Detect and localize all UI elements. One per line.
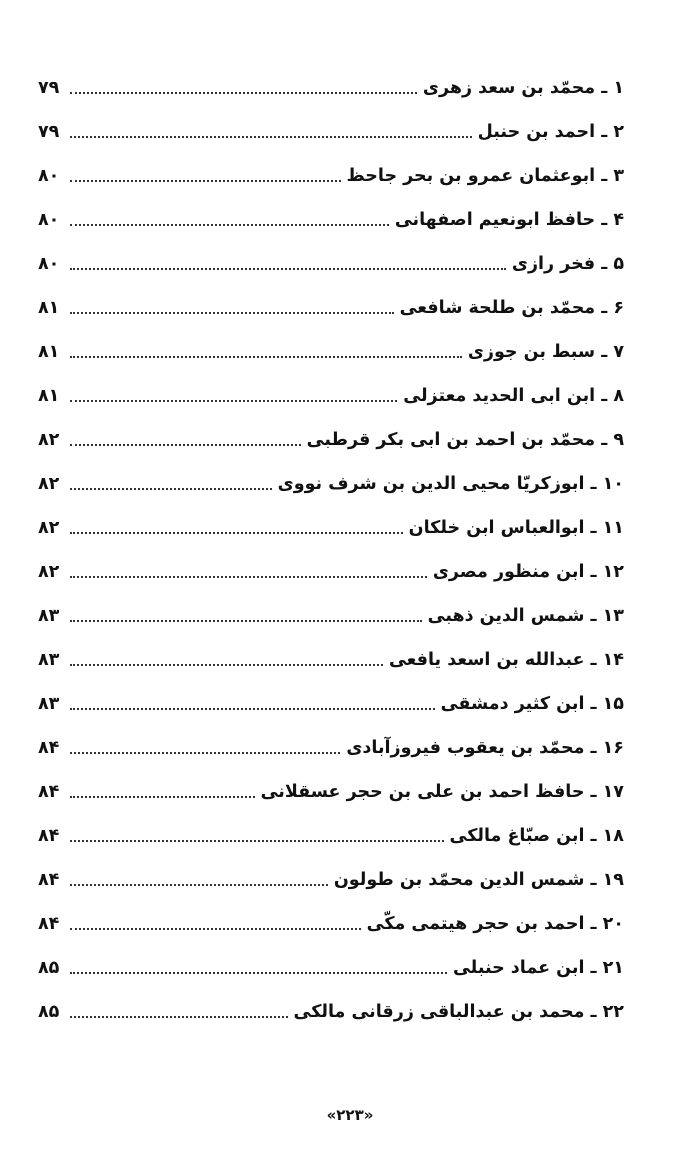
toc-entry-text: ۹ ـ محمّد بن احمد بن ابی بکر قرطبی (306, 430, 624, 450)
toc-page-number: ۸۳ (38, 650, 60, 670)
toc-entry-1 (38, 66, 624, 110)
toc-entry-text: ۲۲ ـ محمد بن عبدالباقی زرقانی مالکی (293, 1002, 624, 1022)
toc-page-number: ۸۳ (38, 606, 60, 626)
dot-leader (70, 575, 427, 578)
toc-entry-text: ۱۲ ـ ابن منظور مصری (432, 562, 624, 582)
dot-leader (70, 487, 272, 490)
toc-entry-4 (38, 198, 624, 242)
toc-page-number: ۷۹ (38, 78, 60, 98)
dot-leader (70, 971, 447, 974)
toc-entry-18 (38, 814, 624, 858)
toc-entry-13 (38, 594, 624, 638)
toc-page-number: ۸۱ (38, 298, 60, 318)
toc-page-number: ۸۵ (38, 1002, 60, 1022)
dot-leader (70, 927, 361, 930)
toc-page-number: ۸۵ (38, 958, 60, 978)
toc-page-number: ۸۴ (38, 738, 60, 758)
toc-entry-8 (38, 374, 624, 418)
table-of-contents (38, 66, 624, 1034)
toc-entry-text: ۱۶ ـ محمّد بن یعقوب فیروزآبادی (346, 738, 624, 758)
dot-leader (70, 707, 435, 710)
toc-entry-20 (38, 902, 624, 946)
dot-leader (70, 223, 389, 226)
dot-leader (70, 135, 472, 138)
toc-entry-text: ۱۹ ـ شمس الدین محمّد بن طولون (333, 870, 624, 890)
toc-entry-17 (38, 770, 624, 814)
dot-leader (70, 179, 341, 182)
toc-entry-text: ۲۱ ـ ابن عماد حنبلی (452, 958, 624, 978)
toc-entry-15 (38, 682, 624, 726)
dot-leader (70, 751, 340, 754)
toc-page-number: ۸۲ (38, 518, 60, 538)
dot-leader (70, 619, 422, 622)
dot-leader (70, 91, 417, 94)
toc-entry-6 (38, 286, 624, 330)
toc-entry-text: ۱۴ ـ عبدالله بن اسعد یافعی (388, 650, 624, 670)
dot-leader (70, 531, 403, 534)
toc-entry-16 (38, 726, 624, 770)
toc-entry-21 (38, 946, 624, 990)
toc-entry-text: ۱۰ ـ ابوزکریّا محیی الدین بن شرف نووی (277, 474, 624, 494)
toc-entry-text: ۱۳ ـ شمس الدین ذهبی (427, 606, 624, 626)
dot-leader (70, 399, 397, 402)
toc-entry-text: ۱۵ ـ ابن کثیر دمشقی (440, 694, 624, 714)
toc-page-number: ۸۰ (38, 254, 60, 274)
dot-leader (70, 839, 444, 842)
toc-entry-text: ۱۱ ـ ابوالعباس ابن خلکان (408, 518, 624, 538)
toc-page-number: ۸۴ (38, 826, 60, 846)
toc-page-number: ۸۴ (38, 782, 60, 802)
dot-leader (70, 311, 394, 314)
toc-entry-text: ۸ ـ ابن ابی الحدید معتزلی (403, 386, 624, 406)
dot-leader (70, 663, 383, 666)
toc-entry-text: ۳ ـ ابوعثمان عمرو بن بحر جاحظ (346, 166, 624, 186)
toc-entry-text: ۱ ـ محمّد بن سعد زهری (422, 78, 624, 98)
toc-page-number: ۸۳ (38, 694, 60, 714)
toc-page-number: ۸۲ (38, 562, 60, 582)
toc-entry-text: ۱۷ ـ حافظ احمد بن علی بن حجر عسقلانی (260, 782, 624, 802)
toc-page-number: ۸۴ (38, 914, 60, 934)
toc-entry-text: ۱۸ ـ ابن صبّاغ مالکی (449, 826, 624, 846)
toc-entry-11 (38, 506, 624, 550)
dot-leader (70, 883, 328, 886)
toc-entry-text: ۲ ـ احمد بن حنبل (477, 122, 624, 142)
toc-entry-7 (38, 330, 624, 374)
dot-leader (70, 267, 506, 270)
toc-entry-text: ۶ ـ محمّد بن طلحة شافعی (399, 298, 624, 318)
toc-page-number: ۸۰ (38, 166, 60, 186)
toc-entry-2 (38, 110, 624, 154)
toc-entry-9 (38, 418, 624, 462)
toc-entry-14 (38, 638, 624, 682)
toc-entry-19 (38, 858, 624, 902)
toc-entry-3 (38, 154, 624, 198)
toc-page-number: ۸۲ (38, 430, 60, 450)
dot-leader (70, 355, 462, 358)
toc-entry-12 (38, 550, 624, 594)
toc-page-number: ۸۲ (38, 474, 60, 494)
toc-page-number: ۸۴ (38, 870, 60, 890)
toc-entry-10 (38, 462, 624, 506)
toc-entry-22 (38, 990, 624, 1034)
dot-leader (70, 443, 301, 446)
toc-page-number: ۸۱ (38, 342, 60, 362)
toc-page-number: ۸۱ (38, 386, 60, 406)
dot-leader (70, 795, 255, 798)
toc-entry-5 (38, 242, 624, 286)
toc-entry-text: ۵ ـ فخر رازی (511, 254, 624, 274)
toc-entry-text: ۷ ـ سبط بن جوزی (467, 342, 624, 362)
toc-page-number: ۸۰ (38, 210, 60, 230)
page-number: «۲۲۳» (326, 1106, 374, 1124)
toc-entry-text: ۴ ـ حافظ ابونعیم اصفهانی (394, 210, 624, 230)
toc-entry-text: ۲۰ ـ احمد بن حجر هیتمی مکّی (366, 914, 624, 934)
dot-leader (70, 1015, 288, 1018)
toc-page-number: ۷۹ (38, 122, 60, 142)
